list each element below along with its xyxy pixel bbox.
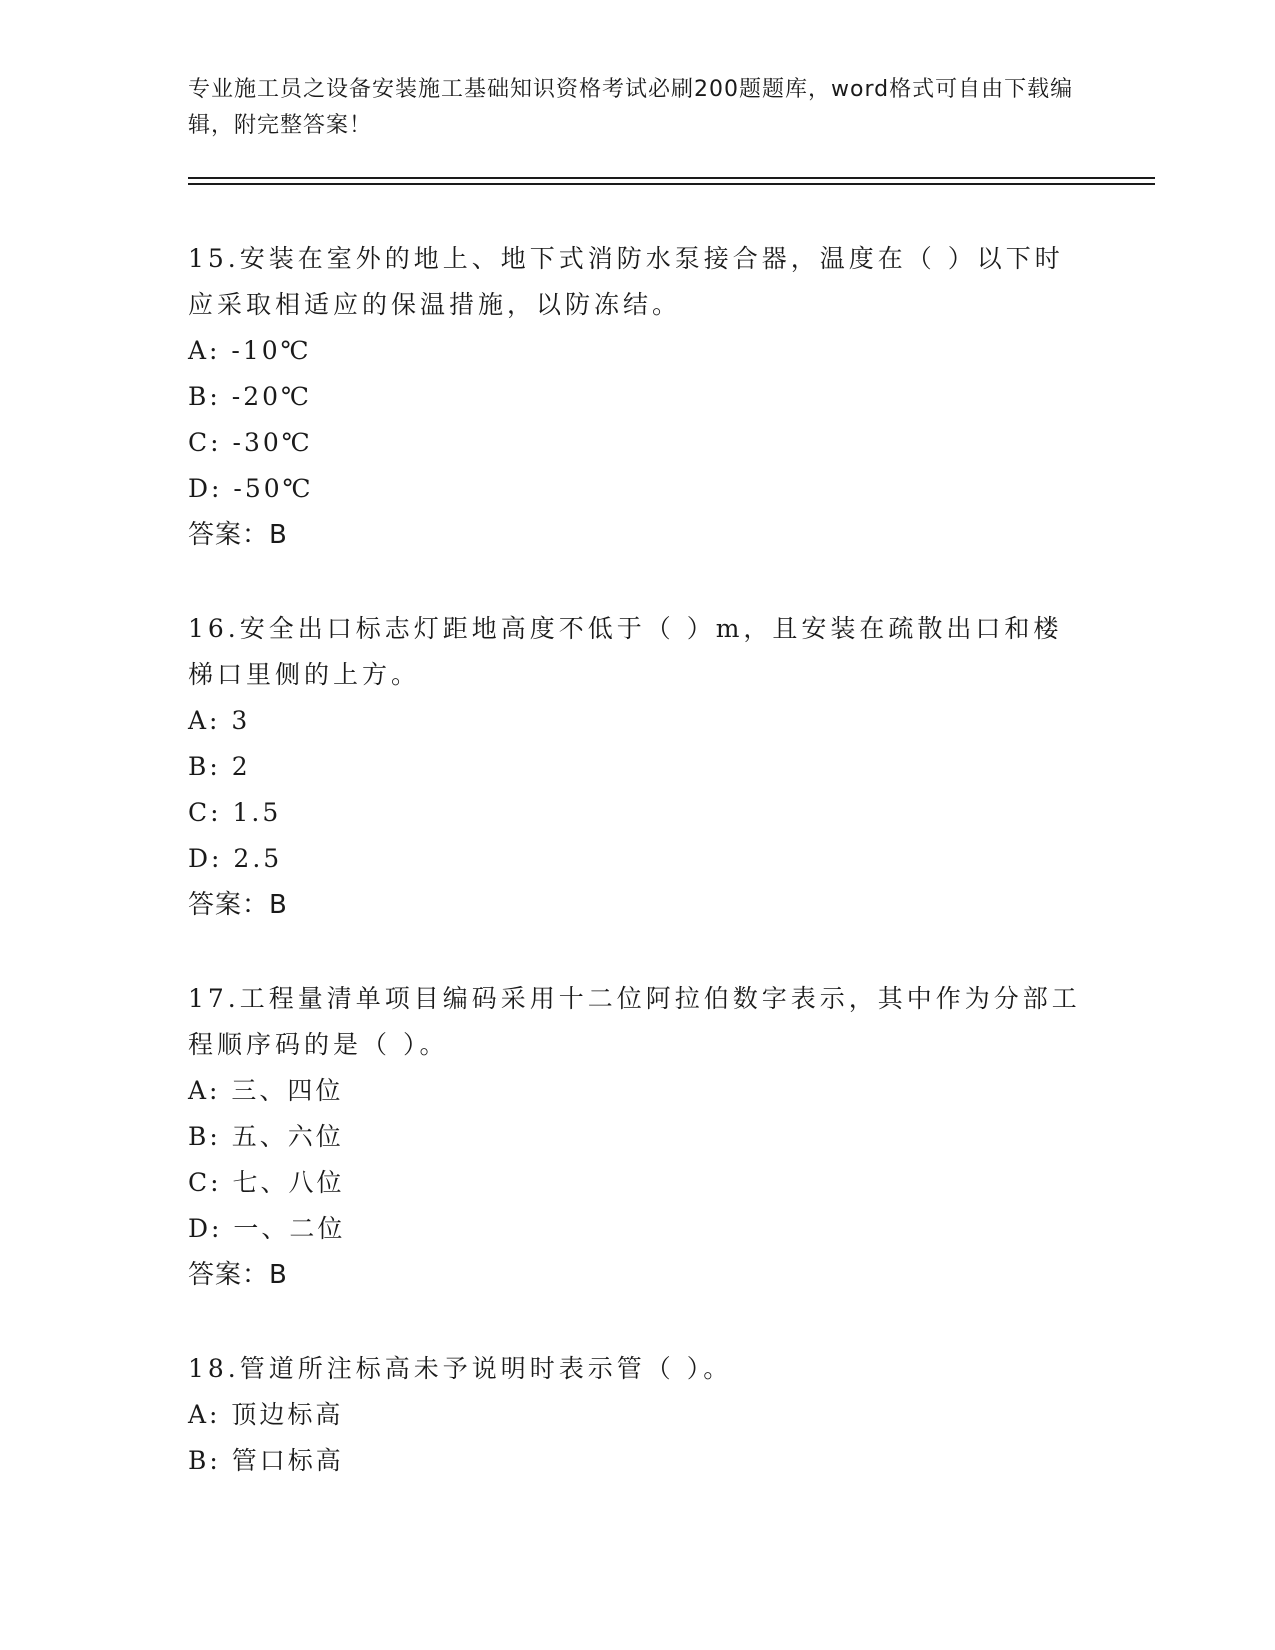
question-16 <box>188 606 1088 928</box>
header-divider-bottom <box>188 183 1155 185</box>
answer-line: 答案：B <box>188 520 288 550</box>
answer-line: 答案：B <box>188 1260 288 1290</box>
question-15 <box>188 236 1088 558</box>
option-c: C: -30℃ <box>188 428 313 457</box>
option-b: B: -20℃ <box>188 382 312 411</box>
question-text: 18.管道所注标高未予说明时表示管（ ）。 <box>188 1354 733 1383</box>
option-c: C: 1.5 <box>188 798 282 827</box>
option-b: B: 2 <box>188 752 251 781</box>
question-text: 15.安装在室外的地上、地下式消防水泵接合器，温度在（ ）以下时应采取相适应的保温措施，以防冻结。 <box>188 244 1064 319</box>
question-17 <box>188 976 1088 1298</box>
header-divider-top <box>188 177 1155 179</box>
option-a: A: -10℃ <box>188 336 312 365</box>
option-c: C: 七、八位 <box>188 1168 345 1197</box>
option-b: B: 管口标高 <box>188 1446 344 1475</box>
option-b: B: 五、六位 <box>188 1122 344 1151</box>
document-header: 专业施工员之设备安装施工基础知识资格考试必刷200题题库，word格式可自由下载编辑，附完整答案！ <box>188 77 1074 138</box>
option-a: A: 3 <box>188 706 251 735</box>
option-d: D: -50℃ <box>188 474 314 503</box>
option-a: A: 三、四位 <box>188 1076 344 1105</box>
question-text: 17.工程量清单项目编码采用十二位阿拉伯数字表示，其中作为分部工程顺序码的是（ ）。 <box>188 984 1081 1059</box>
answer-line: 答案：B <box>188 890 288 920</box>
question-text: 16.安全出口标志灯距地高度不低于（ ）m，且安装在疏散出口和楼梯口里侧的上方。 <box>188 614 1063 689</box>
question-list <box>188 236 1088 1532</box>
question-18 <box>188 1346 1088 1484</box>
option-d: D: 2.5 <box>188 844 283 873</box>
option-a: A: 顶边标高 <box>188 1400 344 1429</box>
option-d: D: 一、二位 <box>188 1214 346 1243</box>
